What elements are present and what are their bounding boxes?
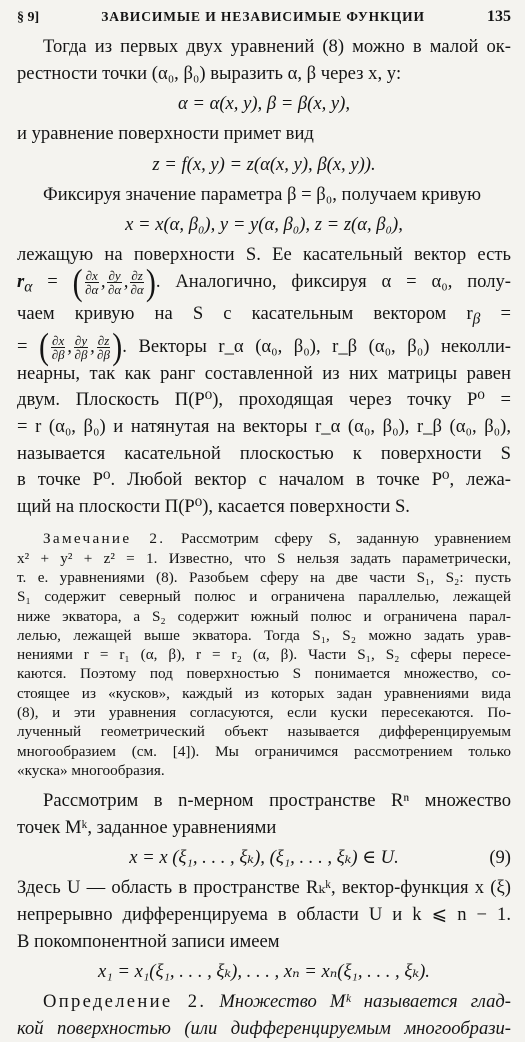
paragraph-2 — [17, 121, 511, 148]
text-line-tangent-alpha: $r_\alpha$ = ( $\frac{\partial x}{\partial\alpha}$ , $\frac{\partial y}{\partial\alpha}$ , $\frac{\partial z}{\partial\alpha}$ ) . Аналогично, фиксируя α = α₀, полу- — [17, 261, 511, 303]
text-line: неарны, так как ранг составленной из них матрицы равен — [17, 362, 511, 384]
text-line: и уравнение поверхности примет вид — [17, 123, 314, 145]
remark-line: лученный геометрический объект называется дифференцируемым — [17, 723, 511, 741]
paragraph-6 — [17, 875, 511, 955]
paragraph-5 — [17, 788, 511, 841]
formula-components: x₁ = x₁(ξ₁, . . . , ξₖ), . . . , xₙ = xₙ(ξ₁, . . . , ξₖ). — [98, 961, 430, 983]
page-number: 135 — [487, 8, 511, 25]
remark-label: Замечание 2. — [43, 530, 166, 548]
equation-number: (9) — [489, 847, 511, 869]
text-line: рестности точки (α₀, β₀) выразить α, β через x, y: — [17, 62, 402, 84]
derivative-vector-alpha: ( $\frac{\partial x}{\partial\alpha}$ , $\frac{\partial y}{\partial\alpha}$ , $\frac{\partial z}{\partial\alpha}$ ) — [72, 261, 156, 303]
text-line: непрерывно дифференцируема в области U и k ⩽ n − 1. — [17, 904, 511, 926]
text-line: Тогда из первых двух уравнений (8) можно в малой ок- — [43, 36, 511, 57]
definition-line: Определение 2. Множество Mᵏ называется глад- — [43, 991, 512, 1013]
formula-alpha-beta: α = α(x, y), β = β(x, y), — [177, 93, 351, 115]
remark-line: Замечание 2. Рассмотрим сферу S, заданную уравнением — [43, 530, 511, 548]
text-line: точек Mᵏ, заданное уравнениями — [17, 816, 277, 838]
remark-line: (8), и эти уравнения согласуются, если куски пересекаются. По- — [17, 704, 511, 722]
text-line: называется касательной плоскостью к поверхности S — [17, 442, 511, 464]
remark-line: многообразием (см. [4]). Мы ограничимся рассмотрением только — [17, 742, 511, 760]
text-line: В покомпонентной записи имеем — [17, 930, 280, 952]
text-line: чаем кривую на S с касательным вектором $r_\beta$ = — [17, 303, 511, 328]
text-line: щий на плоскости Π(P⁰), касается поверхности S. — [17, 495, 410, 517]
formula-surface: z = f(x, y) = z(α(x, y), β(x, y)). — [152, 153, 376, 175]
remark-line: нениями r = r₁ (α, β), r = r₂ (α, β). Части S₁, S₂ сферы пересе- — [17, 646, 511, 664]
text-line: Фиксируя значение параметра β = β₀, получаем кривую — [43, 183, 481, 205]
text-line: в точке P⁰. Любой вектор с началом в точке P⁰, лежа- — [17, 469, 511, 491]
remark-line: x² + y² + z² = 1. Известно, что S нельзя задать параметрически, — [17, 549, 511, 567]
running-title: ЗАВИСИМЫЕ И НЕЗАВИСИМЫЕ ФУНКЦИИ — [101, 9, 425, 24]
running-header — [17, 8, 511, 34]
paragraph-3 — [17, 182, 511, 209]
remark-line: «куска» многообразия. — [17, 761, 165, 779]
remark-line: каются. Поэтому под поверхностью S понимается множество, со- — [17, 665, 511, 683]
text-line-tangent-beta: = ( $\frac{\partial x}{\partial\beta}$ , $\frac{\partial y}{\partial\beta}$ , $\frac{\partial z}{\partial\beta}$ ) . Векторы r_α (α₀, β₀), r_β (α₀, β₀) неколли- — [17, 326, 511, 368]
derivative-vector-beta: ( $\frac{\partial x}{\partial\beta}$ , $\frac{\partial y}{\partial\beta}$ , $\frac{\partial z}{\partial\beta}$ ) — [39, 326, 123, 368]
text-line: двум. Плоскость Π(P⁰), проходящая через точку P⁰ = — [17, 389, 511, 411]
paragraph-1 — [17, 34, 511, 87]
remark-line: т. е. уравнениями (8). Разобьем сферу на две части S₁, S₂: пусть — [17, 568, 511, 586]
text-line: Рассмотрим в n-мерном пространстве Rⁿ множество — [43, 790, 511, 812]
text-line: Здесь U — область в пространстве Rₖᵏ, вектор-функция x (ξ) — [17, 877, 511, 899]
formula-9-body: x = x (ξ₁, . . . , ξₖ), (ξ₁, . . . , ξₖ) ∈ U. — [129, 847, 399, 869]
definition-label: Определение 2. — [43, 991, 207, 1013]
remark-line: лелью, лежащей выше экватора. Тогда S₁, S₂ можно задать урав- — [17, 626, 511, 644]
definition-line: кой поверхностью (или дифференцируемым многообрази- — [17, 1017, 511, 1039]
section-marker: § 9] — [17, 10, 40, 25]
remark-2 — [17, 529, 511, 780]
remark-line: стоящее из «кусков», каждый из которых задан уравнениями вида — [17, 684, 511, 702]
formula-9 — [17, 843, 511, 873]
paragraph-4 — [17, 242, 511, 520]
remark-line: S₁ содержит северный полюс и ограничена параллелью, лежащей — [17, 588, 511, 606]
text-line: = r (α₀, β₀) и натянутая на векторы r_α (α₀, β₀), r_β (α₀, β₀), — [17, 416, 511, 438]
formula-curve: x = x(α, β₀), y = y(α, β₀), z = z(α, β₀), — [125, 214, 403, 236]
remark-line: ниже экватора, а S₂ содержит южный полюс и ограничена парал- — [17, 607, 511, 625]
text-line: лежащую на поверхности S. Ее касательный вектор есть — [17, 244, 511, 266]
main-text — [17, 34, 511, 1042]
definition-2 — [17, 989, 511, 1042]
